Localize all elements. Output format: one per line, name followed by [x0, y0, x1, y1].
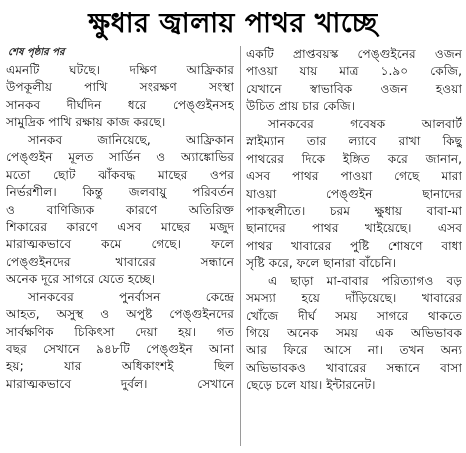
- body-line: আর ফিরে আসে না। তখন অন্য: [246, 343, 462, 358]
- body-line: মতো ছোট ঝাঁকবদ্ধ মাছের ওপর: [6, 167, 234, 182]
- body-line: একটি প্রাপ্তবয়স্ক পেঙ্গুইনের ওজন: [246, 47, 462, 61]
- body-line: সৃষ্টি করে, ফলে ছানারা বাঁচেনি।: [246, 256, 397, 271]
- continuation-label: শেষ পৃষ্ঠার পর: [8, 47, 65, 58]
- body-line: নির্ভরশীল। কিন্তু জলবায়ু পরিবর্তন: [6, 185, 234, 200]
- body-line: খোঁজে দীর্ঘ সময় সাগরে থাকতে: [246, 308, 462, 323]
- body-line: ও বাণিজ্যিক কারণে অতিরিক্ত: [6, 202, 234, 217]
- body-line: পেঙ্গুইন মূলত সার্ডিন ও অ্যাঙ্কোভির: [6, 150, 234, 165]
- left-column: [6, 44, 234, 393]
- paragraph-start-line: সানকব জানিয়েছে, আফ্রিকান: [28, 132, 234, 147]
- body-line: পাওয়া যায় মাত্র ১.৯০ কেজি,: [246, 64, 462, 79]
- body-line: আহত, অসুস্থ ও অপুষ্ট পেঙ্গুইনদের: [6, 307, 234, 322]
- body-line: গিয়ে অনেক সময় এক অভিভাবক: [246, 326, 462, 340]
- body-line: পাথর খাবারের পুষ্টি শোষণে বাধা: [246, 238, 462, 253]
- body-line: উপকূলীয় পাখি সংরক্ষণ সংস্থা: [6, 80, 234, 95]
- body-line: শিকারের কারণে এসব মাছের মজুদ: [6, 219, 234, 234]
- body-line: ছানাদের পাথর খাইয়েছে। এসব: [246, 221, 462, 236]
- body-line: মারাত্মকভাবে দুর্বল। সেখানে: [6, 376, 234, 391]
- column-divider: [240, 46, 241, 446]
- body-line: ছেড়ে চলে যায়। ইন্টারনেট।: [246, 378, 376, 393]
- body-line: এসব পাথর পাওয়া গেছে মারা: [246, 169, 462, 184]
- headline: ক্ষুধার জ্বালায় পাথর খাচ্ছে: [88, 8, 378, 39]
- body-line: পাকস্থলীতে। চরম ক্ষুধায় বাবা-মা: [246, 203, 462, 218]
- body-line: উচিত প্রায় চার কেজি।: [246, 99, 356, 114]
- body-line: এমনটি ঘটছে। দক্ষিণ আফ্রিকার: [6, 63, 234, 77]
- body-line: অনেক দূরে সাগরে যেতে হচ্ছে।: [6, 272, 156, 287]
- body-line: সার্বক্ষণিক চিকিৎসা দেয়া হয়। গত: [6, 324, 234, 339]
- right-column: [246, 46, 462, 395]
- paragraph-start-line: এ ছাড়া মা-বাবার পরিত্যাগও বড়: [268, 273, 462, 288]
- paragraph-start-line: সানকবের পুনর্বাসন কেন্দ্রে: [28, 289, 234, 304]
- body-line: বছর সেখানে ৯৪৮টি পেঙ্গুইন আনা: [6, 342, 234, 356]
- body-line: স্নাইম্যান তার ল্যাবে রাখা কিছু: [246, 134, 462, 149]
- body-line: মারাত্মকভাবে কমে গেছে। ফলে: [6, 237, 234, 252]
- body-line: সানকব দীর্ঘদিন ধরে পেঙ্গুইনসহ: [6, 97, 234, 112]
- body-line: যাওয়া পেঙ্গুইন ছানাদের: [246, 186, 462, 201]
- paragraph-start-line: সানকবের গবেষক আলবার্ট: [268, 116, 462, 131]
- body-line: সামুদ্রিক পাখি রক্ষায় কাজ করছে।: [6, 115, 166, 130]
- body-line: যেখানে স্বাভাবিক ওজন হওয়া: [246, 81, 462, 96]
- body-line: অভিভাবকও খাবারের সন্ধানে বাসা: [246, 360, 462, 375]
- body-line: পেঙ্গুইনদের খাবারের সন্ধানে: [6, 254, 234, 269]
- body-line: পাথরের দিকে ইঙ্গিত করে জানান,: [246, 151, 462, 166]
- body-line: হয়; যার অধিকাংশই ছিল: [6, 359, 234, 374]
- body-line: সমস্যা হয়ে দাঁড়িয়েছে। খাবারের: [246, 291, 462, 306]
